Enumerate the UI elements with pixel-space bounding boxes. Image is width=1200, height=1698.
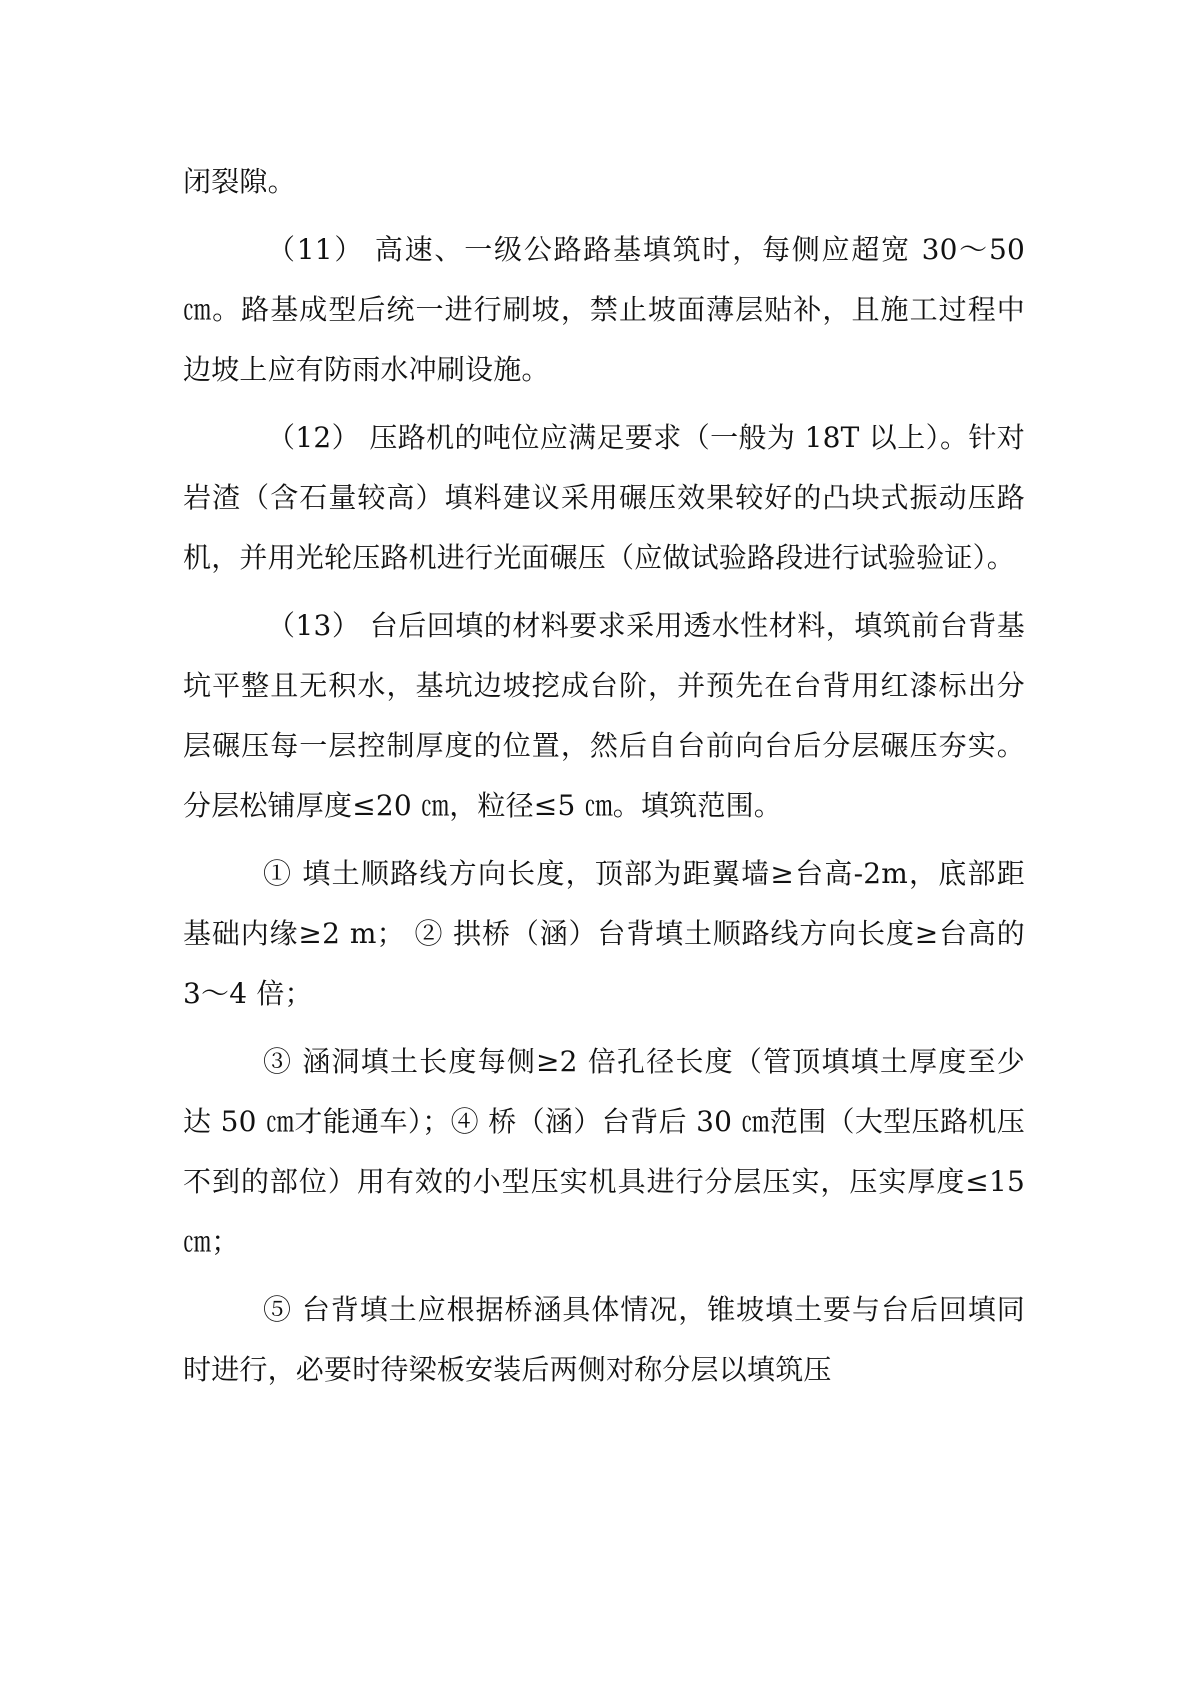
paragraph-sub-items-3-4: ③ 涵洞填土长度每侧≥2 倍孔径长度（管顶填填土厚度至少达 50 ㎝才能通车）；④ 桥（涵）台背后 30 ㎝范围（大型压路机压不到的部位）用有效的小型压实机具进行分层压实，压实厚度≤15 ㎝； xyxy=(183,1045,1025,1258)
paragraph-item-13: （13） 台后回填的材料要求采用透水性材料，填筑前台背基坑平整且无积水，基坑边坡挖成台阶，并预先在台背用红漆标出分层碾压每一层控制厚度的位置，然后自台前向台后分层碾压夯实。分层松铺厚度≤20 ㎝，粒径≤5 ㎝。填筑范围。 xyxy=(183,609,1025,822)
paragraph-continuation: 闭裂隙。 xyxy=(183,165,296,198)
paragraph-item-12: （12） 压路机的吨位应满足要求（一般为 18T 以上）。针对岩渣（含石量较高）填料建议采用碾压效果较好的凸块式振动压路机，并用光轮压路机进行光面碾压（应做试验路段进行试验验证）。 xyxy=(183,421,1025,574)
paragraph-item-11: （11） 高速、一级公路路基填筑时，每侧应超宽 30～50 ㎝。路基成型后统一进行刷坡，禁止坡面薄层贴补，且施工过程中边坡上应有防雨水冲刷设施。 xyxy=(183,233,1025,386)
paragraph-sub-item-5: ⑤ 台背填土应根据桥涵具体情况，锥坡填土要与台后回填同时进行，必要时待梁板安装后两侧对称分层以填筑压 xyxy=(183,1293,1025,1386)
document-body xyxy=(183,152,1025,1408)
paragraph-sub-items-1-2: ① 填土顺路线方向长度，顶部为距翼墙≥台高-2m，底部距基础内缘≥2 m； ② 拱桥（涵）台背填土顺路线方向长度≥台高的 3～4 倍； xyxy=(183,857,1025,1010)
